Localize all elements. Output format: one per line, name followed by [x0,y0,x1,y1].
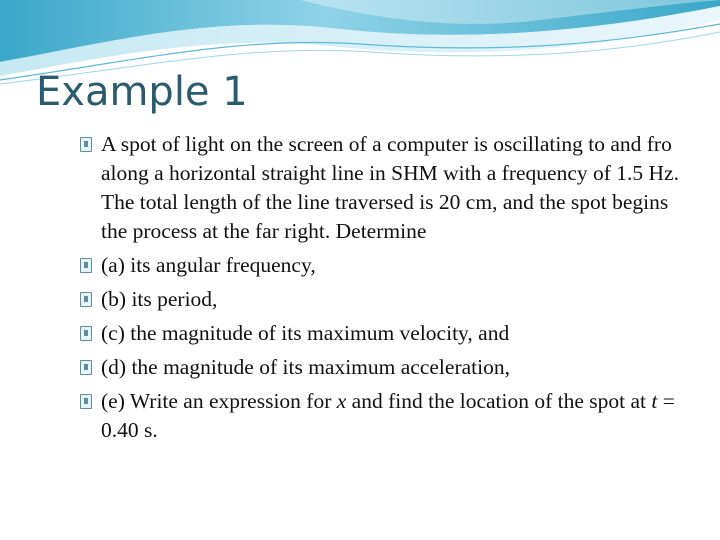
list-item-c [80,319,680,348]
item-text-part3: = 0.40 s. [101,389,675,442]
item-text: (a) its angular frequency, [101,253,316,277]
list-item-a [80,251,680,280]
square-bullet-icon [80,394,92,409]
list-item-e [80,387,680,445]
problem-statement: A spot of light on the screen of a computer is oscillating to and fro along a horizontal straight line in SHM with a frequency of 1.5 Hz. The total length of the line traversed is 20 cm, and the spot begins the process at the far right. Determine [101,132,679,243]
item-text: (c) the magnitude of its maximum velocity, and [101,321,510,345]
square-bullet-icon [80,292,92,307]
item-text: (b) its period, [101,287,218,311]
list-item-intro [80,130,680,246]
square-bullet-icon [80,137,92,152]
variable-t: t [651,389,658,413]
problem-list [80,130,680,450]
item-text: (d) the magnitude of its maximum acceleration, [101,355,510,379]
square-bullet-icon [80,360,92,375]
variable-x: x [336,389,347,413]
item-text-part2: and find the location of the spot at [346,389,652,413]
square-bullet-icon [80,258,92,273]
item-text-part1: (e) Write an expression for [101,389,337,413]
list-item-b [80,285,680,314]
list-item-d [80,353,680,382]
slide-title: Example 1 [36,69,248,115]
square-bullet-icon [80,326,92,341]
